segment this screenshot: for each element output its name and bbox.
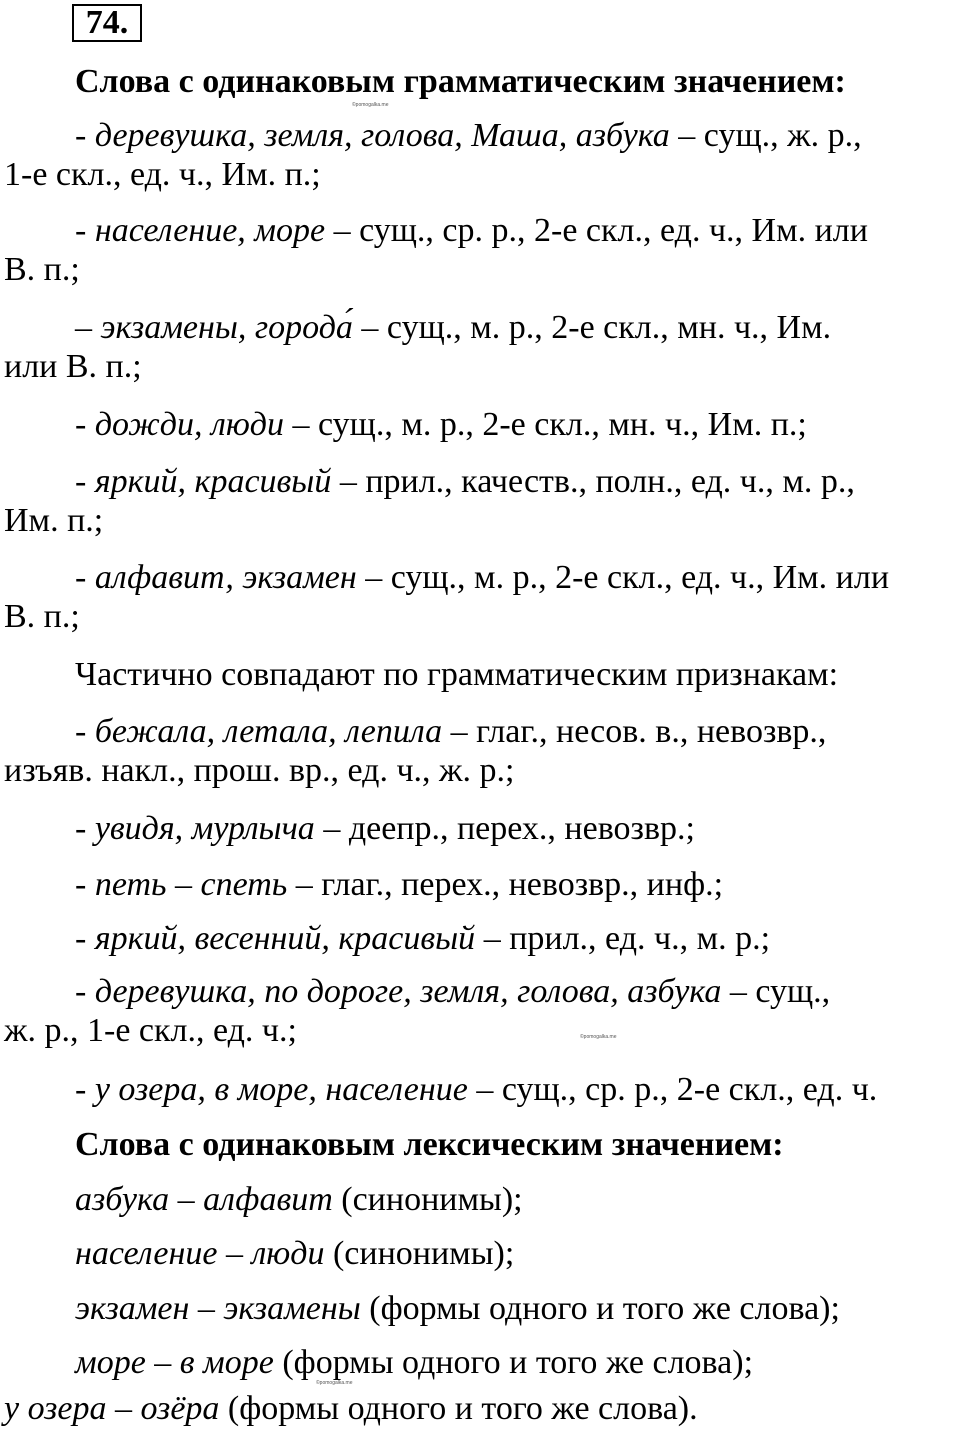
line-16 xyxy=(75,865,723,905)
watermark-3: ©pomogalka.me xyxy=(316,1380,353,1386)
line-11 xyxy=(4,597,80,637)
line-2 xyxy=(4,155,321,195)
text-segment: – xyxy=(75,309,101,346)
text-segment: В. п.; xyxy=(4,251,80,288)
text-segment: – прил., ед. ч., м. р.; xyxy=(475,920,771,957)
italic-term: население, море xyxy=(94,212,326,249)
watermark: ©pomogalka.me xyxy=(352,102,389,108)
line-3 xyxy=(75,211,868,251)
italic-term: море – в море xyxy=(75,1344,274,1381)
line-22 xyxy=(75,1180,523,1220)
text-segment: ж. р., 1-е скл., ед. ч.; xyxy=(4,1012,297,1049)
line-13 xyxy=(75,712,826,752)
text-segment: В. п.; xyxy=(4,598,80,635)
text-segment: (формы одного и того же слова). xyxy=(219,1390,698,1427)
italic-term: деревушка, земля, голова, Маша, азбука xyxy=(94,117,670,154)
text-segment: Частично совпадают по грамматическим признакам: xyxy=(75,656,839,693)
text-segment: – сущ., м. р., 2-е скл., мн. ч., Им. xyxy=(352,309,832,346)
text-segment: изъяв. накл., прош. вр., ед. ч., ж. р.; xyxy=(4,752,515,789)
line-12 xyxy=(75,655,838,695)
heading-grammar: Слова с одинаковым грамматическим значением: xyxy=(75,63,846,100)
text-segment: или В. п.; xyxy=(4,348,142,385)
italic-term: у озера – озёра xyxy=(4,1390,220,1427)
line-6 xyxy=(4,347,142,387)
italic-term: у озера, в море, население xyxy=(94,1071,468,1108)
text-segment: - xyxy=(75,1071,95,1108)
text-segment: – деепр., перех., невозвр.; xyxy=(314,810,695,847)
exercise-number: 74. xyxy=(72,4,142,42)
text-segment: – сущ., м. р., 2-е скл., мн. ч., Им. п.; xyxy=(284,406,807,443)
text-segment: - xyxy=(75,117,95,154)
line-15 xyxy=(75,809,695,849)
text-segment: - xyxy=(75,463,95,500)
text-segment: – глаг., несов. в., невозвр., xyxy=(442,713,827,750)
watermark-2: ©pomogalka.me xyxy=(580,1034,617,1040)
text-segment: (формы одного и того же слова); xyxy=(360,1290,840,1327)
line-8 xyxy=(75,462,855,502)
italic-term: деревушка, по дороге, земля, голова, азбука xyxy=(94,973,722,1010)
italic-term: яркий, красивый xyxy=(94,463,332,500)
line-18 xyxy=(75,972,830,1012)
line-23 xyxy=(75,1234,514,1274)
text-segment: – прил., качеств., полн., ед. ч., м. р., xyxy=(331,463,855,500)
line-9 xyxy=(4,501,103,541)
text-segment: – сущ., ср. р., 2-е скл., ед. ч., Им. или xyxy=(325,212,868,249)
line-5 xyxy=(75,308,831,348)
italic-term: петь – спеть xyxy=(94,866,288,903)
text-segment: - xyxy=(75,810,95,847)
line-25 xyxy=(75,1343,753,1383)
italic-term: яркий, весенний, красивый xyxy=(94,920,476,957)
italic-term: дожди, люди xyxy=(94,406,285,443)
text-segment: Им. п.; xyxy=(4,502,104,539)
text-segment: - xyxy=(75,212,95,249)
italic-term: экзамен – экзамены xyxy=(75,1290,361,1327)
line-1 xyxy=(75,116,862,156)
text-segment: – сущ., м. р., 2-е скл., ед. ч., Им. или xyxy=(356,559,890,596)
italic-term: азбука – алфавит xyxy=(75,1181,333,1218)
italic-term: бежала, летала, лепила xyxy=(94,713,443,750)
italic-term: алфавит, экзамен xyxy=(94,559,357,596)
line-10 xyxy=(75,558,889,598)
line-4 xyxy=(4,250,80,290)
line-7 xyxy=(75,405,807,445)
text-segment: (синонимы); xyxy=(324,1235,515,1272)
text-segment: (синонимы); xyxy=(332,1181,523,1218)
text-segment: - xyxy=(75,713,95,750)
text-segment: - xyxy=(75,406,95,443)
text-segment: (формы одного и того же слова); xyxy=(273,1344,754,1381)
line-24 xyxy=(75,1289,840,1329)
text-segment: - xyxy=(75,920,95,957)
text-segment: – глаг., перех., невозвр., инф.; xyxy=(287,866,724,903)
line-17 xyxy=(75,919,770,959)
text-segment: 1-е скл., ед. ч., Им. п.; xyxy=(4,156,321,193)
text-segment: - xyxy=(75,866,95,903)
line-19 xyxy=(4,1011,297,1051)
text-segment: - xyxy=(75,559,95,596)
text-segment: – сущ., xyxy=(721,973,831,1010)
italic-term: экзамены, города́ xyxy=(100,309,353,346)
line-20 xyxy=(75,1070,877,1110)
text-segment: – сущ., ср. р., 2-е скл., ед. ч. xyxy=(467,1071,878,1108)
line-26 xyxy=(4,1389,698,1429)
line-14 xyxy=(4,751,515,791)
text-segment: - xyxy=(75,973,95,1010)
italic-term: увидя, мурлыча xyxy=(94,810,315,847)
text-segment: – сущ., ж. р., xyxy=(669,117,862,154)
heading-lexical: Слова с одинаковым лексическим значением: xyxy=(75,1126,784,1163)
italic-term: население – люди xyxy=(75,1235,325,1272)
